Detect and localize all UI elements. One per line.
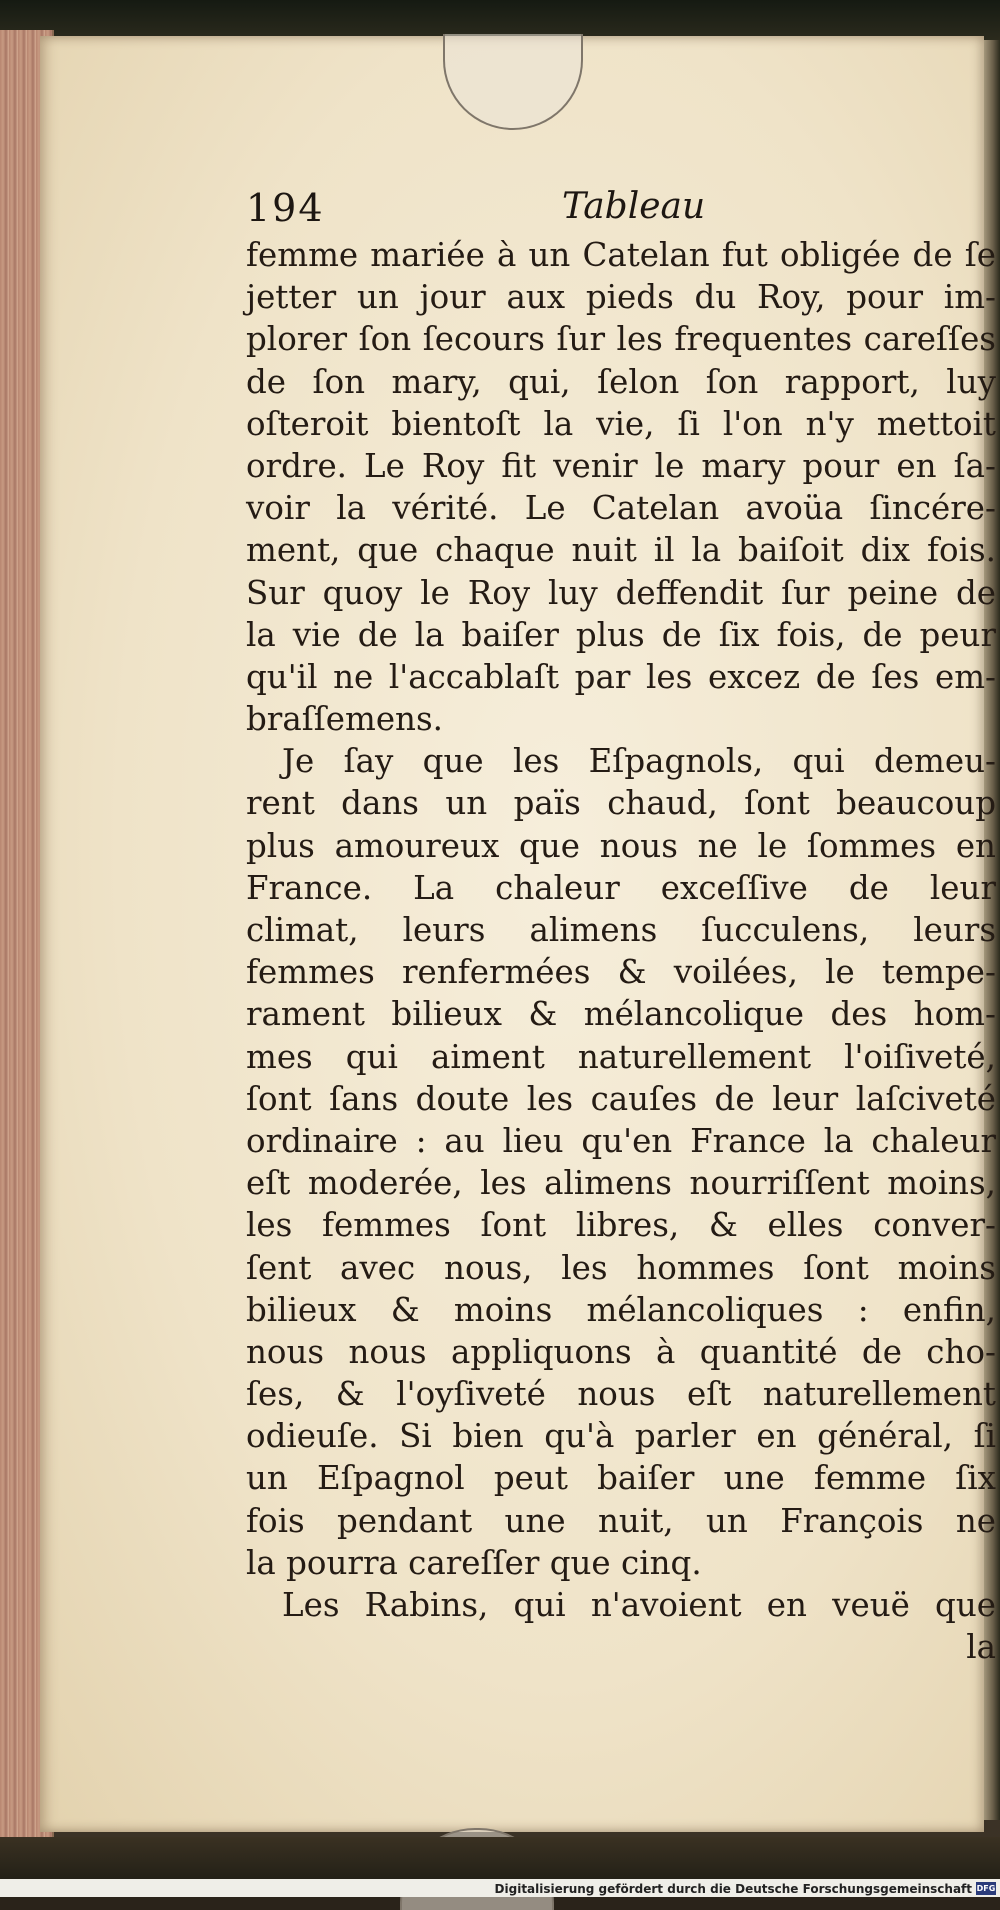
text-line: Je ſay que les Eſpagnols, qui demeu- <box>282 742 996 781</box>
text-line: ſent avec nous, les hommes ſont moins <box>246 1248 996 1287</box>
text-line: ment, que chaque nuit il la baiſoit dix fois. <box>246 531 996 570</box>
text-line: nous nous appliquons à quantité de cho- <box>246 1332 996 1371</box>
top-clamp <box>443 34 583 130</box>
text-line: ſont ſans doute les cauſes de leur laſciveté <box>246 1079 996 1118</box>
text-line: rament bilieux & mélancolique des hom- <box>246 995 996 1034</box>
page-number: 194 <box>246 186 325 230</box>
text-line: France. La chaleur exceſſive de leur <box>246 868 996 907</box>
text-line: fois pendant une nuit, un François ne <box>246 1501 996 1540</box>
text-line: voir la vérité. Le Catelan avoüa ſincére- <box>246 489 996 528</box>
text-line: plorer ſon ſecours ſur les frequentes careſſes <box>246 320 996 359</box>
body-text <box>246 234 996 1668</box>
footer-bar <box>0 1879 1000 1897</box>
dfg-logo: DFG <box>976 1884 996 1893</box>
text-line: bilieux & moins mélancoliques : enfin, <box>246 1290 996 1329</box>
text-line: mes qui aiment naturellement l'oiſiveté, <box>246 1037 996 1076</box>
text-line: braſſemens. <box>246 700 443 739</box>
text-line: de ſon mary, qui, ſelon ſon rapport, luy <box>246 362 996 401</box>
text-line: rent dans un païs chaud, ſont beaucoup <box>246 784 996 823</box>
text-line: ordre. Le Roy fit venir le mary pour en ſa- <box>246 446 996 485</box>
text-line: odieuſe. Si bien qu'à parler en général, ſi <box>246 1417 996 1456</box>
text-line: ordinaire : au lieu qu'en France la chaleur <box>246 1121 996 1160</box>
text-line: Les Rabins, qui n'avoient en veuë que <box>282 1586 996 1624</box>
text-line: les femmes ſont libres, & elles conver- <box>246 1206 996 1245</box>
text-line: la <box>966 1628 996 1667</box>
text-line: oſteroit bientoſt la vie, ſi l'on n'y mettoit <box>246 404 996 443</box>
text-line: femmes renfermées & voilées, le tempe- <box>246 953 996 992</box>
digitization-credit: Digitalisierung gefördert durch die Deutsche Forschungsgemeinschaft <box>494 1882 972 1896</box>
book-page <box>40 36 996 1832</box>
text-line: climat, leurs alimens ſucculens, leurs <box>246 911 996 949</box>
text-line: la pourra careſſer que cinq. <box>246 1543 702 1582</box>
text-line: Sur quoy le Roy luy deffendit ſur peine de <box>246 573 996 612</box>
running-title: Tableau <box>562 186 706 227</box>
text-line: plus amoureux que nous ne le ſommes en <box>246 826 996 865</box>
text-line: un Eſpagnol peut baiſer une femme ſix <box>246 1459 996 1498</box>
text-line: eſt moderée, les alimens nourriſſent moins, <box>246 1164 996 1203</box>
text-line: jetter un jour aux pieds du Roy, pour im- <box>246 278 996 317</box>
text-line: ſes, & l'oyſiveté nous eſt naturellement <box>246 1375 996 1414</box>
text-line: qu'il ne l'accablaſt par les excez de ſes em- <box>246 657 996 696</box>
text-line: la vie de la baiſer plus de ſix fois, de peur <box>246 615 996 654</box>
text-line: femme mariée à un Catelan fut obligée de ſe <box>246 236 996 274</box>
